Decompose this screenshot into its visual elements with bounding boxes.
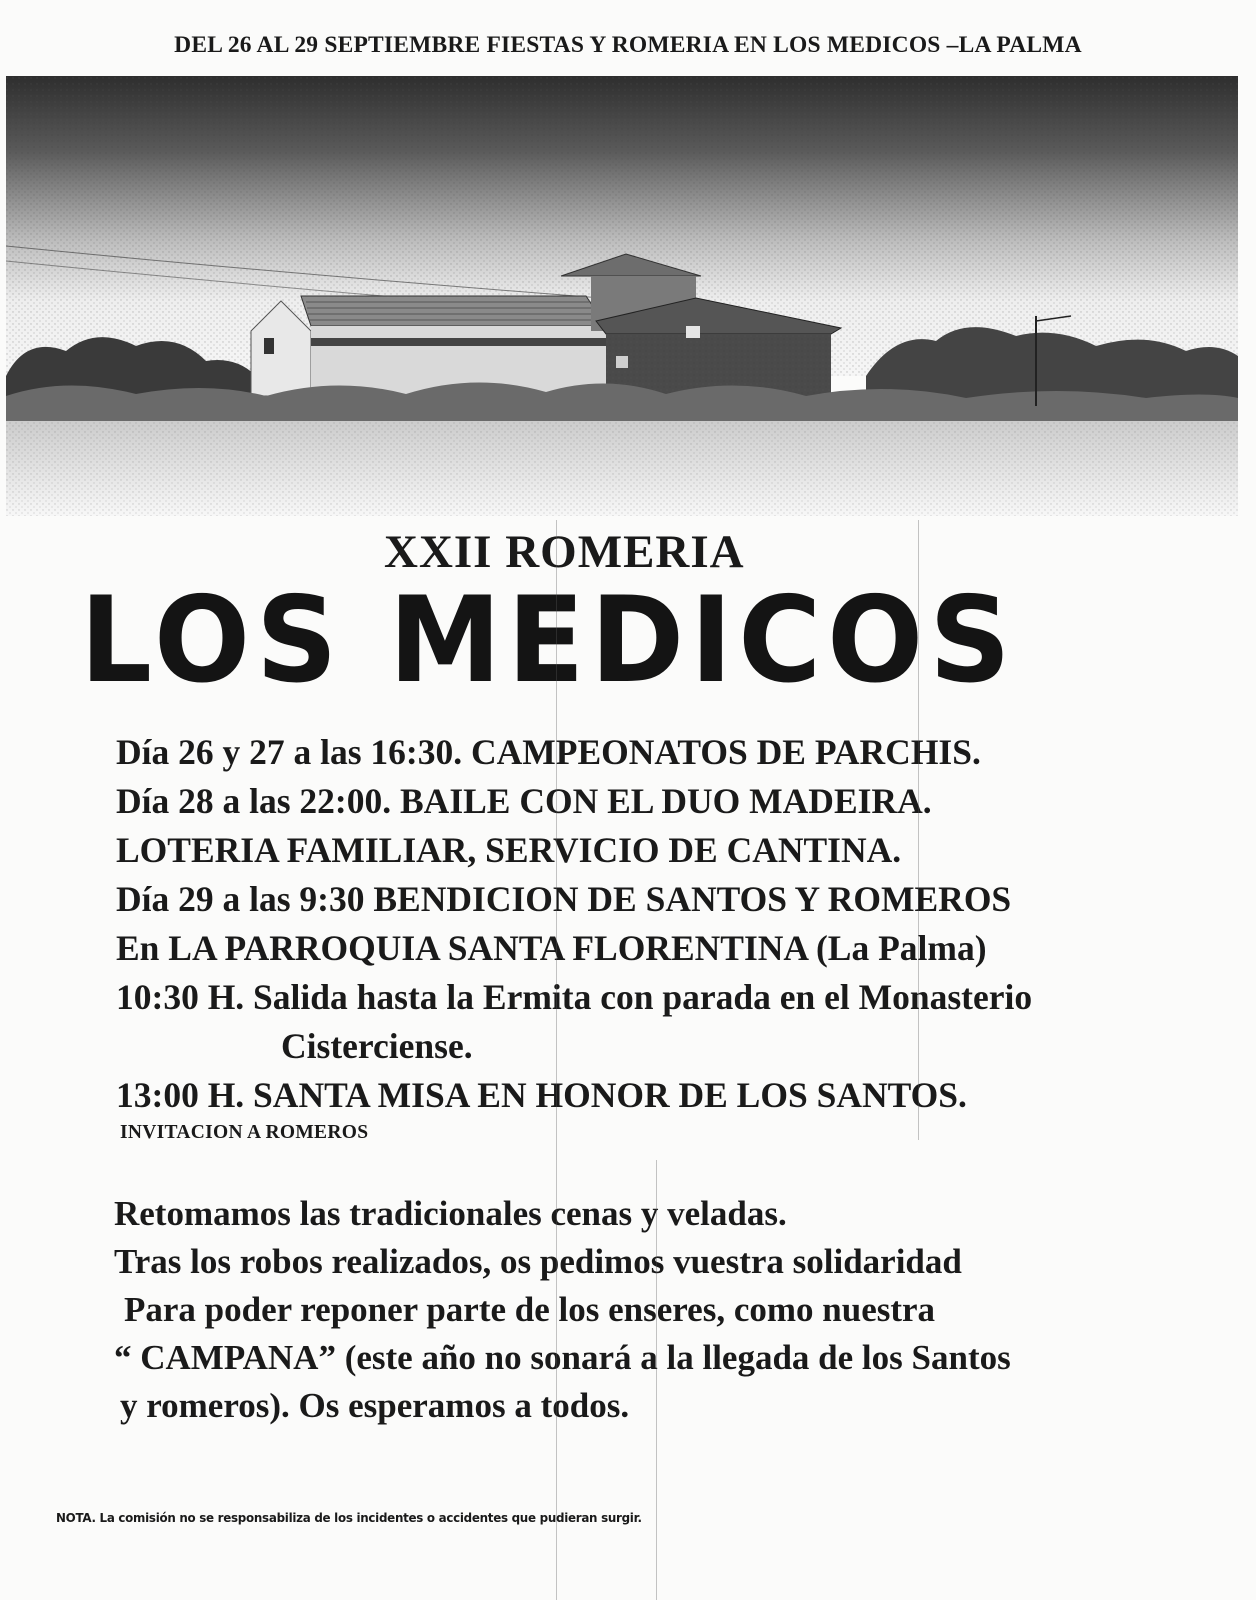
scan-fold-line — [656, 1160, 657, 1600]
message-line: Retomamos las tradicionales cenas y veladas. — [114, 1194, 787, 1233]
message-line: Para poder reponer parte de los enseres, como nuestra — [124, 1290, 936, 1329]
invitation-heading: INVITACION A ROMEROS — [120, 1122, 369, 1143]
scan-fold-line — [918, 520, 919, 1140]
schedule-line: LOTERIA FAMILIAR, SERVICIO DE CANTINA. — [116, 830, 902, 870]
romeria-subtitle: XXII ROMERIA — [384, 526, 745, 578]
schedule-line: 13:00 H. SANTA MISA EN HONOR DE LOS SANTOS. — [116, 1075, 967, 1115]
scan-fold-line — [556, 520, 557, 1600]
schedule-line: Día 28 a las 22:00. BAILE CON EL DUO MADEIRA. — [116, 781, 932, 821]
message-line: y romeros). Os esperamos a todos. — [120, 1386, 630, 1425]
schedule-line: 10:30 H. Salida hasta la Ermita con parada en el Monasterio — [116, 977, 1033, 1017]
schedule-line: Día 29 a las 9:30 BENDICION DE SANTOS Y ROMEROS — [116, 879, 1012, 919]
schedule-line: Cisterciense. — [281, 1026, 473, 1066]
footer-note: NOTA. La comisión no se responsabiliza de los incidentes o accidentes que pudieran surgir. — [56, 1510, 642, 1525]
header-dates-title: DEL 26 AL 29 SEPTIEMBRE FIESTAS Y ROMERIA EN LOS MEDICOS –LA PALMA — [174, 32, 1082, 58]
schedule-list — [116, 728, 1236, 1120]
message-block — [114, 1190, 1234, 1430]
hermitage-photo — [6, 76, 1238, 516]
main-title: LOS MEDICOS — [80, 570, 1017, 710]
message-line: “ CAMPANA” (este año no sonará a la llegada de los Santos — [114, 1338, 1011, 1377]
message-line: Tras los robos realizados, os pedimos vuestra solidaridad — [114, 1242, 962, 1281]
schedule-line: En LA PARROQUIA SANTA FLORENTINA (La Palma) — [116, 928, 987, 968]
schedule-line: Día 26 y 27 a las 16:30. CAMPEONATOS DE PARCHIS. — [116, 732, 981, 772]
hermitage-photo-icon — [6, 76, 1238, 516]
